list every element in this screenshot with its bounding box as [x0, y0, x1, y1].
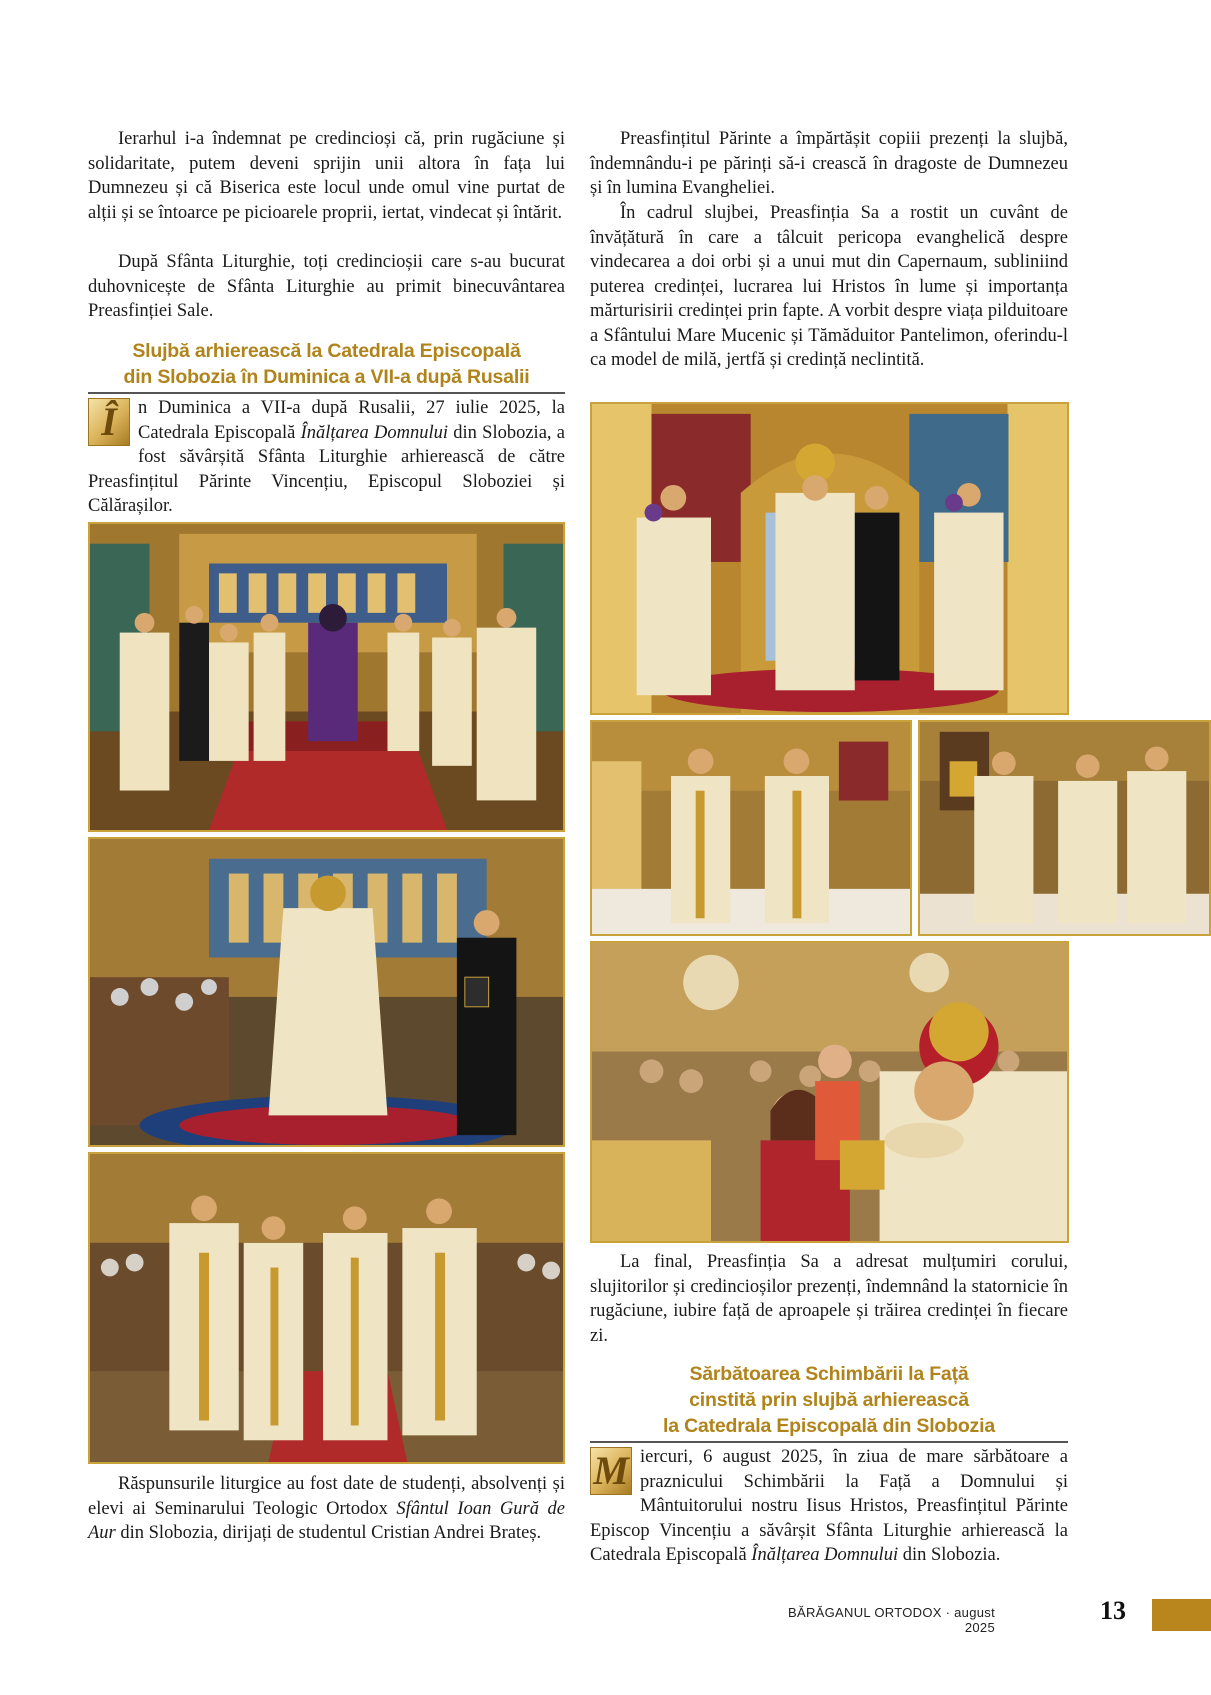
right-intro-paragraph-1: Preasfințitul Părinte a împărtășit copiii prezenți la slujbă, îndemnându-i pe părinți să-i crească în dragoste de Dumnezeu și în lumina Evangheliei.: [590, 129, 1068, 198]
church-name: Înălțarea Domnului: [751, 1545, 899, 1565]
footer-publication: BĂRĂGANUL ORTODOX · august 2025: [788, 1605, 995, 1635]
section-title-line-3: la Catedrala Episcopală din Slobozia: [663, 1415, 995, 1437]
photo-clergy-altar-purple: [88, 522, 565, 832]
photo-four-deacons: [88, 1152, 565, 1464]
section-title-rule: [88, 392, 565, 394]
right-intro-paragraph-2: În cadrul slujbei, Preasfinția Sa a rostit un cuvânt de învățătură în care a tâlcuit pericopa evanghelică despre vindecarea a doi orbi și a unui mut din Capernaum, subliniind puterea credinței, lucrarea lui Hristos în lume și importanța mărturisirii credinței prin fapte. A vorbit despre viața pilduitoare a Sfântului Mare Mucenic și Tămăduitor Pantelimon, oferindu-l ca model de milă, jertfă și credință neclintită.: [590, 203, 1068, 370]
lead-text-end: din Slobozia, a fost săvârșită Sfânta Liturghie arhierească de către Preasfințitul Părinte Vincențiu, Episcopul Sloboziei și Călărașilor.: [88, 422, 565, 516]
right-lead-paragraph: [590, 1445, 1068, 1568]
left-closing-paragraph: [88, 1472, 565, 1546]
dropcap-letter: Î: [88, 398, 130, 446]
closing-text: Răspunsurile liturgice au fost date de studenți, absolvenți și elevi ai Seminarului Teologic Ortodox: [88, 1474, 565, 1519]
page-number: 13: [1100, 1596, 1126, 1625]
section-title-line-1: Slujbă arhierească la Catedrala Episcopală: [132, 340, 521, 362]
lead-text: iercuri, 6 august 2025, în ziua de mare sărbătoare a praznicului Schimbării la Față a Domnului și Mântuitorului nostru Iisus Hristos, Preasfințitul Părinte Episcop Vincențiu a săvârșit Sfânta Liturghie arhierească la Catedrala Episcopală: [590, 1447, 1068, 1565]
right-final-paragraph: La final, Preasfinția Sa a adresat mulțumiri corului, slujitorilor și credincioșilor prezenți, îndemnând la statornicie în rugăciune, iubire față de aproapele și trăirea credinței în fiecare zi.: [590, 1252, 1068, 1346]
left-lead-paragraph: [88, 396, 565, 519]
photo-bishop-iconostasis: [590, 402, 1069, 715]
section-title-line-1: Sărbătoarea Schimbării la Față: [689, 1363, 969, 1385]
section-title-line-2: din Slobozia în Duminica a VII-a după Rusalii: [123, 366, 530, 388]
left-intro-paragraph-2: După Sfânta Liturghie, toți credincioșii care s-au bucurat duhovnicește de Sfânta Liturghie au primit binecuvântarea Preasfinției Sale.: [88, 252, 565, 321]
church-name: Înălțarea Domnului: [300, 422, 448, 443]
left-intro-paragraph-1: Ierarhul i-a îndemnat pe credincioși că, prin rugăciune și solidaritate, putem deveni sprijin unii altora în fața lui Dumnezeu și că Biserica este locul unde omul vine purtat de alții și se întoarce pe picioarele proprii, iertat, vindecat și întărit.: [88, 129, 565, 223]
photo-two-priests: [590, 720, 912, 936]
section-title-rule: [590, 1441, 1068, 1443]
page-number-bar: [1152, 1599, 1211, 1631]
dropcap-letter: M: [590, 1447, 632, 1495]
seminary-name: Sfântul Ioan Gură de Aur: [88, 1498, 565, 1543]
photo-three-priests: [918, 720, 1211, 936]
closing-text-end: din Slobozia, dirijați de studentul Cristian Andrei Brateș.: [115, 1523, 542, 1543]
section-title-line-2: cinstită prin slujbă arhierească: [689, 1389, 969, 1411]
lead-text: n Duminica a VII-a după Rusalii, 27 iulie 2025, la Catedrala Episcopală: [138, 398, 565, 443]
photo-communion-child: [590, 941, 1069, 1243]
section-title-slobozia-sunday: [88, 338, 565, 390]
lead-text-end: din Slobozia.: [898, 1545, 1001, 1565]
photo-bishop-with-reader: [88, 837, 565, 1147]
section-title-transfiguration: [590, 1361, 1068, 1439]
